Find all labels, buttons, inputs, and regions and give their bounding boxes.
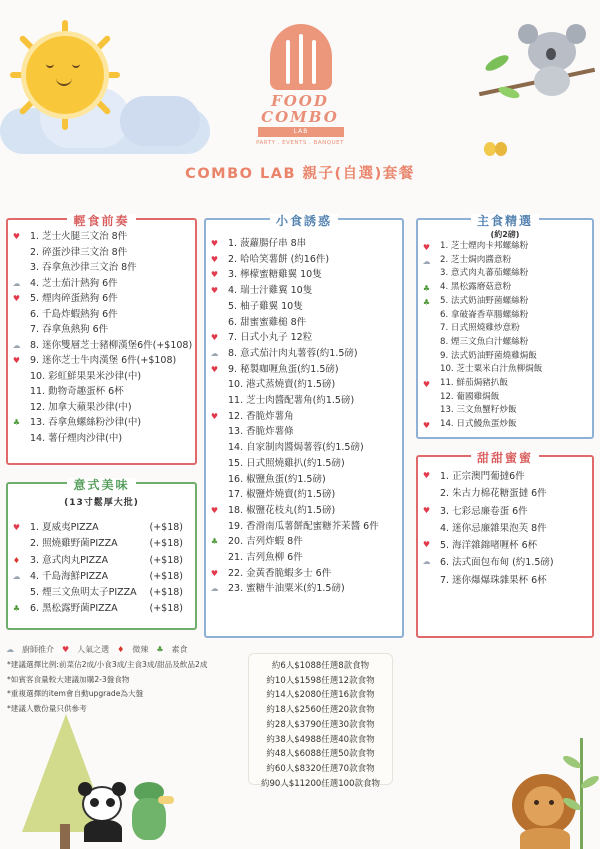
menu-item-label: 3. 意式肉丸PIZZA [30,554,109,566]
heart-icon: ♥ [210,411,219,421]
menu-item-label: 23. 蜜糖牛油粟米(約1.5磅) [228,583,345,595]
menu-item-label: 13. 香脆炸薯條 [228,426,294,438]
menu-item [206,472,402,488]
menu-item [8,245,195,261]
menu-item [8,601,195,617]
heart-icon: ♥ [210,364,219,374]
heart-icon: ♥ [210,568,219,578]
price-row: 約6人$1088任選8款食物 [271,661,370,671]
menu-item [8,229,195,245]
menu-item-label: 11. 鮮茄焗豬扒飯 [440,378,508,389]
menu-item-label: 2. 碎蛋沙律三文治 8件 [30,246,128,258]
mains-title: 主食精選 [418,212,592,229]
menu-item [8,353,195,369]
heart-icon: ♥ [210,254,219,264]
leaf-icon: ♣ [210,537,219,547]
menu-item [206,440,402,456]
menu-item-label: 5. 煙三文魚明太子PIZZA [30,587,137,599]
menu-item [206,424,402,440]
menu-item [206,503,402,519]
menu-item-label: 5. 法式奶油野菌螺絲粉 [440,295,529,306]
snacks-list [206,236,402,597]
menu-item [418,537,592,554]
menu-item-label: 22. 金黃香脆蝦多士 6件 [228,567,332,579]
menu-item [206,362,402,378]
menu-item [418,350,592,364]
heart-icon: ♥ [210,333,219,343]
menu-item [206,346,402,362]
menu-item [206,409,402,425]
menu-item-label: 7. 日式照燒雞炒意粉 [440,323,520,334]
heart-icon: ♥ [12,294,21,303]
menu-item [418,363,592,377]
price-row: 約28人$3790任選30款食物 [266,719,375,730]
page-title: COMBO LAB 親子(自選)套餐 [185,166,415,182]
menu-item-label: 11. 動物奇趣蛋杯 6杯 [30,386,124,397]
heart-icon: ♥ [12,523,21,532]
menu-item-label: 4. 瑞士汁雞翼 10隻 [228,285,313,297]
heart-icon: ♥ [12,232,21,241]
menu-item-label: 9. 秘製咖喱魚蛋(約1.5磅) [228,363,339,375]
menu-item [418,267,592,281]
menu-item-label: 1. 菠蘿腸仔串 8串 [228,238,307,249]
light-meals-list [8,229,195,446]
menu-item-label: 1. 芝士煙肉卡邦螺絲粉 [440,241,529,251]
menu-item-label: 4. 黑松露磨菇意粉 [440,282,512,293]
menu-item-label: 9. 迷你芝士牛肉漢堡 6件(+$108) [30,355,177,366]
italian-list [8,520,195,618]
light-meals-box [6,214,197,465]
menu-item-label: 10. 港式蒸燒賣(約1.5磅) [228,379,336,391]
heart-icon: ♥ [422,243,431,252]
note-line: *如賓客食量較大建議加購2-3盤食物 [7,674,130,684]
leaf-icon: ♣ [422,297,431,307]
menu-item-label: 2. 哈哈笑薯餅 (約16件) [228,253,330,265]
heart-icon: ♥ [210,239,219,248]
menu-item-label: 6. 黑松露野菌PIZZA [30,603,118,615]
menu-item-label: 14. 自家制肉醬焗薯蓉(約1.5磅) [228,442,364,454]
menu-item [418,377,592,391]
menu-item [206,299,402,315]
menu-item-label: 21. 吉列魚柳 6件 [228,552,303,564]
menu-item-label: 2. 照燒雞野菌PIZZA [30,538,118,550]
snacks-title: 小食誘惑 [206,212,402,229]
plant-decoration [560,738,600,849]
menu-item [8,520,195,536]
chef-icon: ☁ [422,557,431,567]
menu-item-label: 5. 煙肉碎蛋熱狗 6件 [30,293,118,304]
menu-item [418,295,592,309]
menu-item [8,415,195,431]
menu-item-label: 9. 法式奶油野菌燒雞焗飯 [440,350,537,361]
menu-item-label: 4. 芝士茄汁熱狗 6件 [30,277,118,289]
menu-item [418,254,592,268]
notes [7,658,207,716]
price-row: 約90人$11200任選100款食物 [261,778,380,789]
menu-item-label: 3. 檸檬蜜糖雞翼 10隻 [228,269,322,281]
menu-item-price: (+$18) [149,603,183,615]
legend-chef: 廚師推介 [22,645,54,654]
menu-item [418,336,592,350]
menu-item-label: 18. 椒鹽花枝丸(約1.5磅) [228,504,336,516]
menu-item [8,569,195,585]
desserts-box [416,451,594,638]
chef-icon: ☁ [12,278,21,288]
chili-icon: ♦ [117,645,125,654]
logo-line-2: COMBO [261,108,339,126]
heart-icon: ♥ [422,505,431,515]
chef-icon: ☁ [12,571,21,581]
menu-item-label: 12. 加拿大蘋果沙律(中) [30,401,132,413]
heart-icon: ♥ [210,505,219,515]
chili-icon: ♦ [12,555,21,565]
note-line: *建議選擇比例:前菜佔2成/小食3成/主食3成/甜品及飲品2成 [7,660,208,669]
price-row: 約48人$6088任選50款食物 [266,749,375,760]
menu-item [206,581,402,597]
legend [6,644,188,655]
menu-item [8,431,195,447]
menu-item [206,534,402,550]
menu-item-label: 5. 海洋雜錦啫喱杯 6杯 [440,540,538,552]
menu-item-label: 13. 三文魚蟹籽炒飯 [440,405,517,416]
menu-item [206,330,402,346]
menu-item-label: 6. 法式面包布甸 (約1.5磅) [440,557,554,569]
price-row: 約18人$2560任選20款食物 [266,705,375,716]
menu-item-label: 3. 吞拿魚沙律三文治 8件 [30,262,137,273]
menu-item-label: 8. 迷你雙層芝士豬柳漢堡6件(+$108) [30,339,193,351]
menu-item-label: 12. 葡國雞焗飯 [440,391,500,402]
menu-item-price: (+$18) [149,554,183,566]
menu-item [418,391,592,405]
menu-item-label: 7. 吞拿魚熱狗 6件 [30,324,109,335]
price-row: 約38人$4988任選40款食物 [266,734,375,745]
menu-item-label: 12. 香脆炸薯角 [228,410,294,422]
heart-icon: ♥ [12,356,21,365]
price-table [248,653,393,789]
heart-icon: ♥ [62,645,70,654]
menu-item-label: 1. 正宗澳門葡撻6件 [440,471,525,482]
menu-item [206,252,402,268]
logo-tagline: PARTY . EVENTS . BANQUET [256,140,344,146]
chef-icon: ☁ [210,584,219,594]
menu-item [8,307,195,323]
menu-item [8,276,195,292]
menu-item-label: 2. 朱古力棉花糖蛋撻 6件 [440,488,547,500]
menu-item-label: 1. 芝士火腿三文治 8件 [30,231,128,242]
menu-item [418,572,592,589]
menu-item-label: 1. 夏威夷PIZZA [30,522,99,533]
menu-item [418,503,592,520]
mains-box [416,214,594,439]
menu-item-label: 14. 日式鰻魚蛋炒飯 [440,419,517,430]
legend-spicy: 微辣 [132,645,149,654]
legend-veg: 素食 [171,645,188,654]
menu-item-label: 6. 千島炸蝦熱狗 6件 [30,308,118,320]
menu-item [206,267,402,283]
price-row: 約14人$2080任選16款食物 [266,690,375,701]
menu-item-label: 10. 彩虹鮮果果米沙律(中) [30,370,142,382]
chef-icon: ☁ [12,340,21,350]
menu-item-label: 20. 吉列炸蝦 8件 [228,536,303,548]
menu-item [8,291,195,307]
chef-icon: ☁ [6,645,14,654]
leaf-icon: ♣ [422,284,431,294]
menu-item-label: 10. 芝士粟米白汁魚柳焗飯 [440,364,543,375]
leaf-icon: ♣ [12,604,21,614]
menu-item [8,338,195,354]
menu-item-label: 13. 吞拿魚螺絲粉沙律(中) [30,417,142,428]
menu-item-label: 8. 煙三文魚白汁螺絲粉 [440,336,529,347]
desserts-list [418,468,592,589]
menu-item [206,456,402,472]
menu-item [8,260,195,276]
menu-item [206,236,402,252]
menu-item [418,322,592,336]
light-meals-title: 輕食前奏 [8,212,195,229]
menu-item [8,322,195,338]
menu-item [206,283,402,299]
mains-list [418,240,592,432]
heart-icon: ♥ [422,421,431,431]
logo-line-1: FOOD [271,92,329,110]
menu-item-price: (+$18) [149,522,183,533]
price-row: 約60人$8320任選70款食物 [266,763,375,774]
menu-item-label: 6. 拿破崙香草腸螺絲粉 [440,309,529,320]
desserts-title: 甜甜蜜蜜 [418,449,592,466]
menu-item-label: 16. 椒鹽魚蛋(約1.5磅) [228,473,326,485]
menu-item [8,553,195,569]
italian-box [6,478,197,630]
menu-item-label: 14. 薯仔煙肉沙律(中) [30,432,123,444]
mains-subtitle: (約2磅) [490,230,520,239]
menu-item-label: 19. 香滑南瓜薯餅配蜜糖芥茉醬 6件 [228,520,379,532]
menu-item-label: 4. 千島海鮮PIZZA [30,570,109,582]
panda-decoration [78,782,128,842]
menu-item [418,418,592,432]
menu-item [418,404,592,418]
menu-item [418,485,592,502]
menu-item [8,585,195,601]
menu-item-label: 6. 甜蜜蜜雞槌 8件 [228,316,307,328]
menu-item [206,550,402,566]
menu-item [418,468,592,485]
menu-item-price: (+$18) [149,587,183,599]
menu-item [8,369,195,385]
heart-icon: ♥ [210,270,219,280]
menu-item-label: 7. 日式小丸子 12粒 [228,332,313,344]
menu-item [206,315,402,331]
menu-item-label: 8. 意式茄汁肉丸薯蓉(約1.5磅) [228,347,358,359]
leaf-icon: ♣ [12,418,21,427]
menu-item [206,487,402,503]
menu-item [418,520,592,537]
logo-mark-icon [270,24,332,90]
menu-item [418,309,592,323]
chef-icon: ☁ [210,348,219,358]
legend-popular: 人氣之選 [77,645,110,654]
menu-item-label: 17. 椒鹽炸燒賣(約1.5磅) [228,489,336,501]
menu-item-label: 11. 芝士肉醬配薯角(約1.5磅) [228,395,355,407]
menu-item [206,377,402,393]
heart-icon: ♥ [422,471,431,480]
heart-icon: ♥ [422,380,431,390]
menu-item-label: 15. 日式照燒雞扒(約1.5磅) [228,457,345,469]
menu-item-label: 2. 芝士焗肉醬意粉 [440,254,512,265]
menu-item-label: 5. 柚子雞翼 10隻 [228,300,303,312]
menu-item-label: 3. 意式肉丸蕃茄螺絲粉 [440,268,529,279]
heart-icon: ♥ [422,540,431,550]
note-line: *重複選擇的item會自動upgrade為大盤 [7,689,144,698]
leaf-icon: ♣ [156,645,164,654]
menu-item [418,281,592,295]
menu-item [418,554,592,571]
menu-item [8,536,195,552]
note-line: *建議人數份量只供參考 [7,703,87,713]
menu-item [418,240,592,254]
snacks-box [204,214,404,638]
menu-item [8,384,195,400]
menu-item [206,519,402,535]
italian-subtitle: (13寸鬆厚大批) [64,498,139,508]
menu-item-price: (+$18) [149,570,183,582]
menu-item-label: 7. 迷你爆爆珠雜果杯 6杯 [440,574,547,586]
chef-icon: ☁ [422,256,431,266]
menu-item-label: 3. 七彩忌廉卷蛋 6件 [440,505,528,517]
menu-item-price: (+$18) [149,538,183,550]
crocodile-decoration [124,782,176,844]
menu-item [206,566,402,582]
logo-lab-band: LAB [258,127,344,137]
heart-icon: ♥ [210,286,219,296]
italian-title: 意式美味 [8,476,195,493]
menu-item-label: 4. 迷你忌廉雜果泡芙 8件 [440,522,547,534]
menu-item [206,393,402,409]
price-row: 約10人$1598任選12款食物 [266,675,375,686]
menu-item [8,400,195,416]
